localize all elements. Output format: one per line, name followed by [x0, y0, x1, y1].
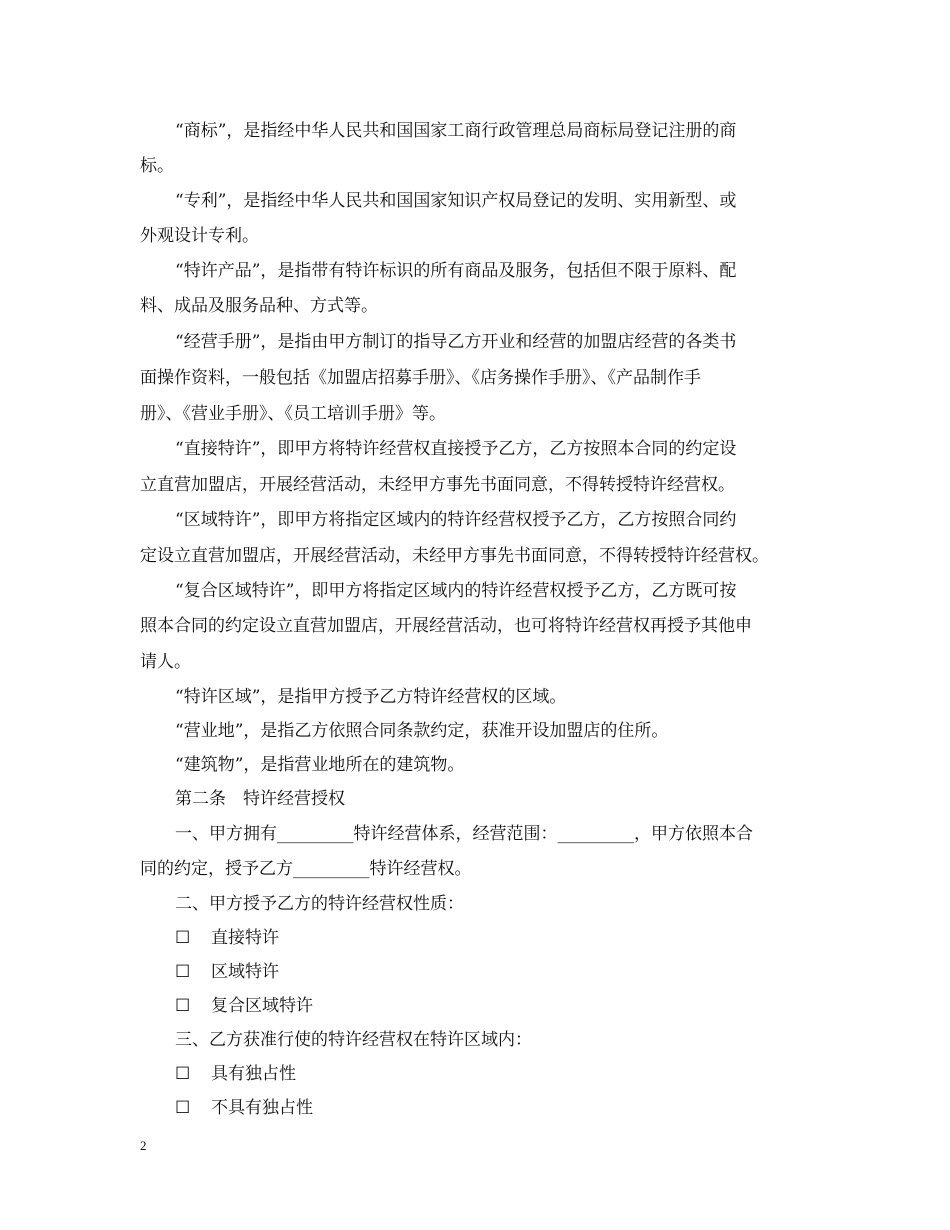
def-regional-line2: 定设立直营加盟店，开展经营活动，未经甲方事先书面同意，不得转授特许经营权。: [140, 546, 769, 566]
option-label: 直接特许: [211, 928, 279, 948]
option-label: 区域特许: [211, 962, 279, 982]
def-manual-line1: “经营手册”，是指由甲方制订的指导乙方开业和经营的加盟店经营的各类书: [175, 332, 737, 352]
def-area: “特许区域”，是指甲方授予乙方特许经营权的区域。: [175, 687, 567, 707]
checkbox-icon[interactable]: ☐: [175, 928, 191, 948]
clause1-line2: 同的约定，授予乙方_________特许经营权。: [140, 859, 472, 879]
clause2-option-composite[interactable]: [175, 995, 855, 1017]
def-composite-line1: “复合区域特许”，即甲方将指定区域内的特许经营权授予乙方，乙方既可按: [175, 581, 737, 601]
clause1-line1: 一、甲方拥有_________特许经营体系，经营范围：_________，甲方依照本合: [175, 824, 753, 844]
def-patent-line1: “专利”，是指经中华人民共和国国家知识产权局登记的发明、实用新型、或: [175, 191, 737, 211]
def-premises: “营业地”，是指乙方依照合同条款约定，获准开设加盟店的住所。: [175, 721, 669, 741]
def-trademark-line1: “商标”，是指经中华人民共和国国家工商行政管理总局商标局登记注册的商: [175, 121, 737, 141]
option-label: 具有独占性: [211, 1064, 296, 1084]
option-label: 不具有独占性: [211, 1098, 313, 1118]
checkbox-icon[interactable]: ☐: [175, 1098, 191, 1118]
clause3-option-nonexclusive[interactable]: [175, 1097, 855, 1119]
clause3-option-exclusive[interactable]: [175, 1063, 855, 1085]
def-direct-line2: 立直营加盟店，开展经营活动，未经甲方事先书面同意，不得转授特许经营权。: [140, 475, 735, 495]
checkbox-icon[interactable]: ☐: [175, 1064, 191, 1084]
checkbox-icon[interactable]: ☐: [175, 996, 191, 1016]
article-heading: 第二条 特许经营授权: [175, 789, 345, 809]
clause2-option-direct[interactable]: [175, 927, 855, 949]
def-product-line1: “特许产品”，是指带有特许标识的所有商品及服务，包括但不限于原料、配: [175, 261, 737, 281]
def-composite-line3: 请人。: [140, 652, 191, 672]
checkbox-icon[interactable]: ☐: [175, 962, 191, 982]
def-building: “建筑物”，是指营业地所在的建筑物。: [175, 755, 465, 775]
def-manual-line3: 册》、《营业手册》、《员工培训手册》等。: [140, 404, 446, 424]
def-patent-line2: 外观设计专利。: [140, 226, 259, 246]
def-regional-line1: “区域特许”，即甲方将指定区域内的特许经营权授予乙方，乙方按照合同约: [175, 510, 737, 530]
clause2-option-regional[interactable]: [175, 961, 855, 983]
def-composite-line2: 照本合同的约定设立直营加盟店，开展经营活动，也可将特许经营权再授予其他申: [140, 616, 752, 636]
def-direct-line1: “直接特许”，即甲方将特许经营权直接授予乙方，乙方按照本合同的约定设: [175, 439, 737, 459]
option-label: 复合区域特许: [211, 996, 313, 1016]
def-trademark-line2: 标。: [140, 156, 174, 176]
clause2-text: 二、甲方授予乙方的特许经营权性质：: [175, 894, 464, 914]
def-product-line2: 料、成品及服务品种、方式等。: [140, 296, 378, 316]
def-manual-line2: 面操作资料，一般包括《加盟店招募手册》、《店务操作手册》、《产品制作手: [140, 368, 701, 388]
clause3-text: 三、乙方获准行使的特许经营权在特许区域内：: [175, 1030, 532, 1050]
page-number: 2: [140, 1138, 147, 1153]
